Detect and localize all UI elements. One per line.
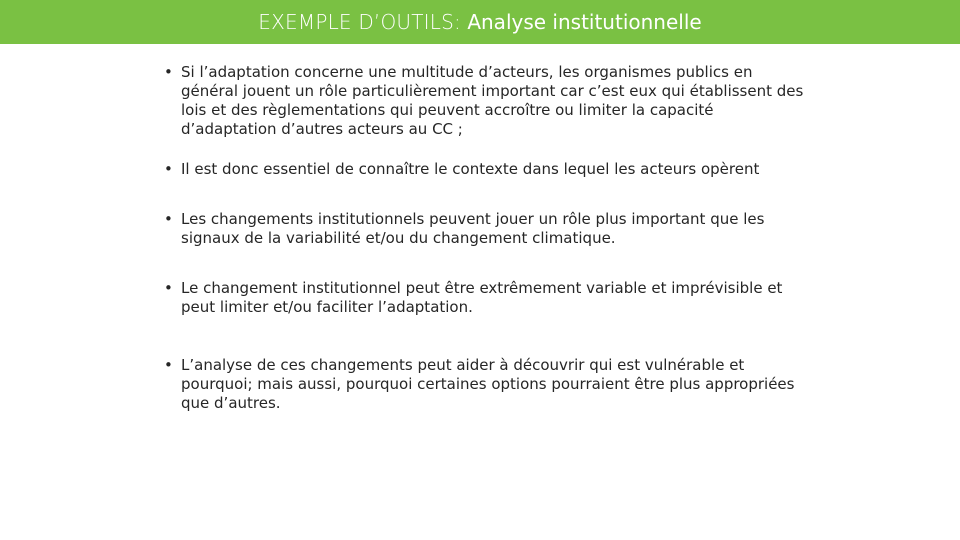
bullet-text: Si l’adaptation concerne une multitude d’acteurs, les organismes publics en général jouent un rôle particulièrement important car c’est eux qui établissent des lois et des règlementations qui peuvent accroître ou limiter la capacité d’adaptation d’autres acteurs au CC ; <box>181 63 804 138</box>
bullet-item <box>164 356 804 413</box>
bullet-item <box>164 160 804 179</box>
bullet-dot: • <box>164 279 173 297</box>
bullet-item <box>164 63 804 139</box>
title-bar <box>0 0 960 44</box>
bullet-dot: • <box>164 356 173 374</box>
bullet-text: L’analyse de ces changements peut aider à découvrir qui est vulnérable et pourquoi; mais aussi, pourquoi certaines options pourraient être plus appropriées que d’autres. <box>181 356 795 412</box>
bullet-dot: • <box>164 63 173 81</box>
bullet-list <box>164 63 804 413</box>
bullet-dot: • <box>164 160 173 178</box>
bullet-item <box>164 279 804 317</box>
bullet-text: Il est donc essentiel de connaître le contexte dans lequel les acteurs opèrent <box>181 160 760 178</box>
slide-title: Analyse institutionnelle <box>467 10 702 34</box>
bullet-item <box>164 210 804 248</box>
title-prefix: EXEMPLE D’OUTILS: <box>258 10 461 34</box>
bullet-dot: • <box>164 210 173 228</box>
bullet-text: Le changement institutionnel peut être extrêmement variable et imprévisible et peut limiter et/ou faciliter l’adaptation. <box>181 279 783 316</box>
bullet-text: Les changements institutionnels peuvent jouer un rôle plus important que les signaux de la variabilité et/ou du changement climatique. <box>181 210 765 247</box>
